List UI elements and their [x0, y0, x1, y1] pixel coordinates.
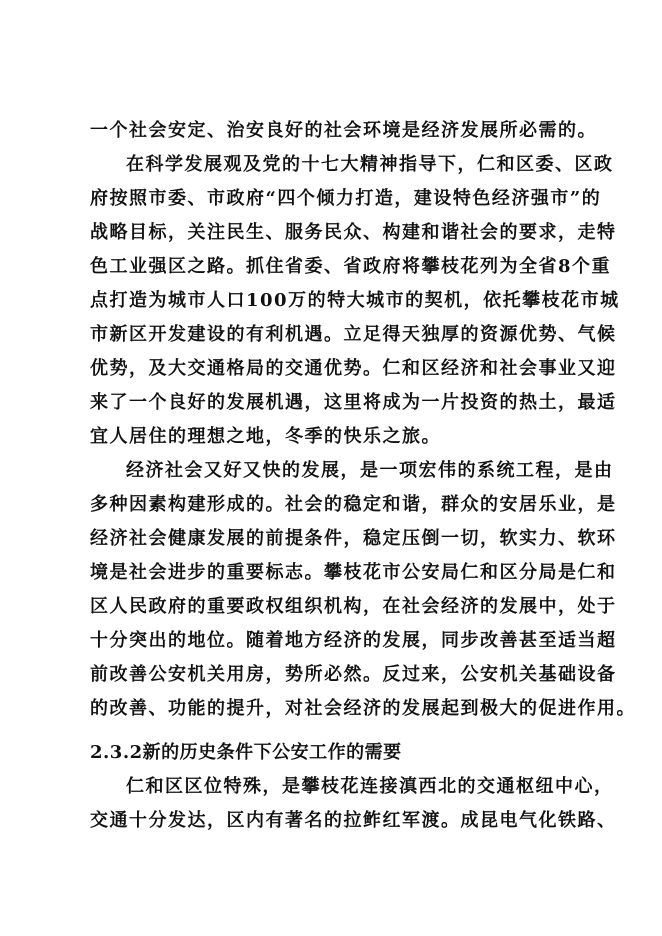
text-line: 色工业强区之路。抓住省委、省政府将攀枝花列为全省8个重	[90, 256, 612, 277]
text-line: 来了一个良好的发展机遇，这里将成为一片投资的热土，最适	[90, 392, 617, 413]
text-line: 前改善公安机关用房，势所必然。反过来，公安机关基础设备	[90, 664, 617, 685]
text-line: 宜人居住的理想之地，冬季的快乐之旅。	[90, 426, 441, 447]
text-line: 经济社会又好又快的发展，是一项宏伟的系统工程，是由	[126, 460, 614, 481]
section-heading: 2.3.2新的历史条件下公安工作的需要	[90, 742, 402, 763]
text-line: 战略目标，关注民生、服务民众、构建和谐社会的要求，走特	[90, 222, 617, 243]
text-line: 的改善、功能的提升，对社会经济的发展起到极大的促进作用。	[90, 698, 636, 719]
text-line: 优势，及大交通格局的交通优势。仁和区经济和社会事业又迎	[90, 358, 617, 379]
text-line: 点打造为城市人口100万的特大城市的契机，依托攀枝花市城	[90, 290, 620, 311]
text-line: 多种因素构建形成的。社会的稳定和谐，群众的安居乐业，是	[90, 494, 617, 515]
text-line: 十分突出的地位。随着地方经济的发展，同步改善甚至适当超	[90, 630, 617, 651]
text-line: 仁和区区位特殊，是攀枝花连接滇西北的交通枢纽中心，	[126, 776, 614, 797]
text-line: 经济社会健康发展的前提条件，稳定压倒一切，软实力、软环	[90, 528, 617, 549]
text-line: 一个社会安定、治安良好的社会环境是经济发展所必需的。	[90, 120, 597, 141]
text-line: 境是社会进步的重要标志。攀枝花市公安局仁和区分局是仁和	[90, 562, 617, 583]
text-line: 府按照市委、市政府“四个倾力打造，建设特色经济强市”的	[90, 188, 602, 209]
text-line: 区人民政府的重要政权组织机构，在社会经济的发展中，处于	[90, 596, 617, 617]
text-line: 市新区开发建设的有利机遇。立足得天独厚的资源优势、气候	[90, 324, 617, 345]
text-line: 交通十分发达，区内有著名的拉鲊红军渡。成昆电气化铁路、	[90, 810, 617, 831]
text-line: 在科学发展观及党的十七大精神指导下，仁和区委、区政	[126, 154, 614, 175]
